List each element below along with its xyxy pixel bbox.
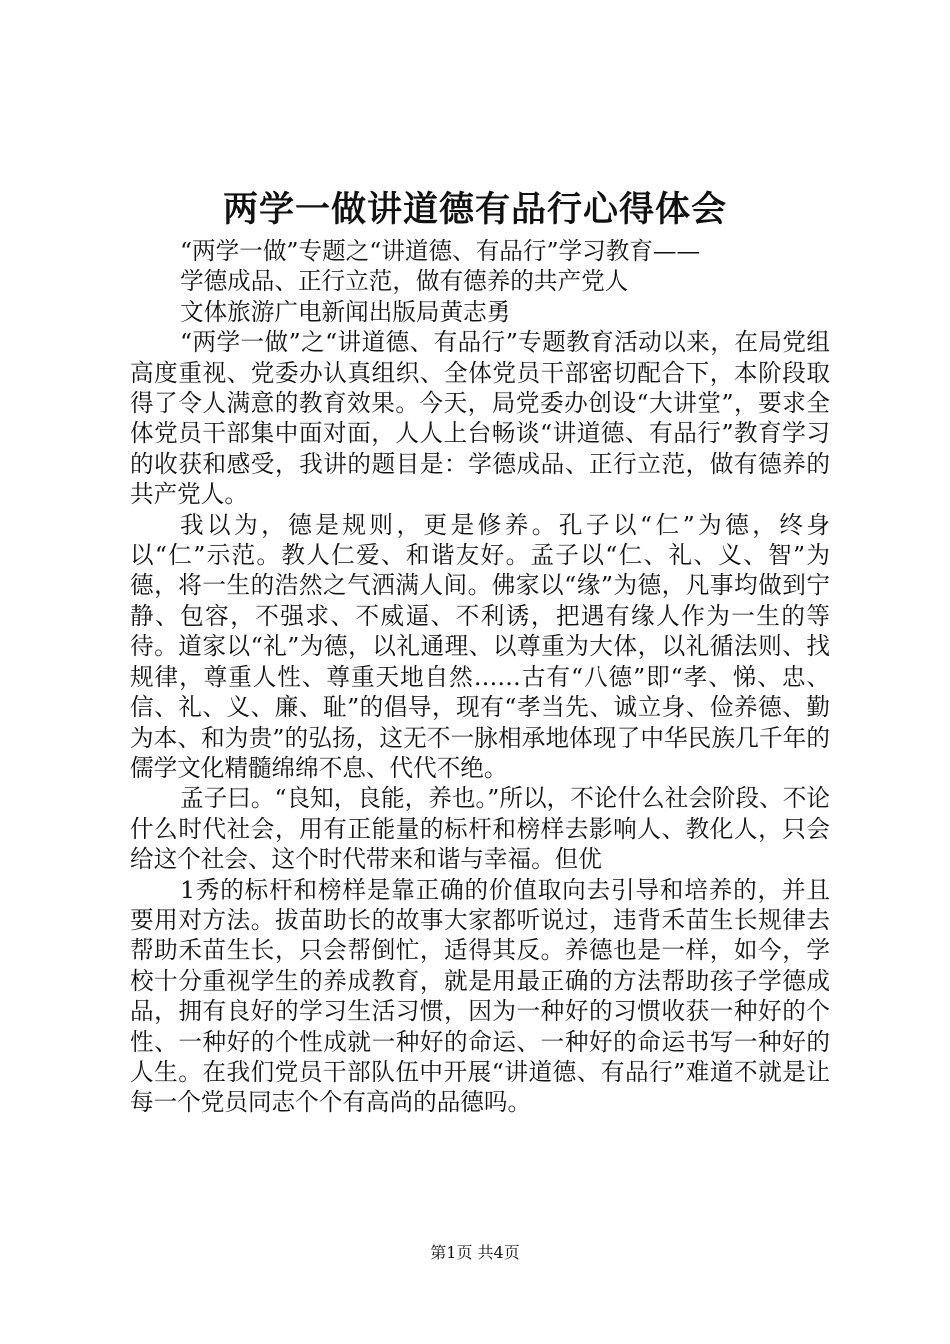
page-footer: 第1页 共4页 (430, 1243, 520, 1262)
paragraph-4: 1秀的标杆和榜样是靠正确的价值取向去引导和培养的，并且要用对方法。拔苗助长的故事大家都听说过，违背禾苗生长规律去帮助禾苗生长，只会帮倒忙，适得其反。养德也是一样，如今，学校十分重视学生的养成教育，就是用最正确的方法帮助孩子学德成品，拥有良好的学习生活习惯，因为一种好的习惯收获一种好的个性、一种好的个性成就一种好的命运、一种好的命运书写一种好的人生。在我们党员干部队伍中开展“讲道德、有品行”难道不就是让每一个党员同志个个有高尚的品德吗。 (130, 875, 830, 1117)
subtitle-line-1: “两学一做”专题之“讲道德、有品行”学习教育—— (180, 237, 701, 265)
paragraph-1: “两学一做”之“讲道德、有品行”专题教育活动以来，在局党组高度重视、党委办认真组织、全体党员干部密切配合下，本阶段取得了令人满意的教育效果。今天，局党委办创设“大讲堂”，要求全体党员干部集中面对面，人人上台畅谈“讲道德、有品行”教育学习的收获和感受，我讲的题目是：学德成品、正行立范，做有德养的共产党人。 (130, 328, 830, 509)
author-line: 文体旅游广电新闻出版局黄志勇 (180, 297, 511, 326)
subtitle-line-2: 学德成品、正行立范，做有德养的共产党人 (180, 267, 629, 296)
document-title: 两学一做讲道德有品行心得体会 (222, 189, 727, 230)
paragraph-2: 我以为，德是规则，更是修养。孔子以“仁”为德，终身以“仁”示范。教人仁爱、和谐友好。孟子以“仁、礼、义、智”为德，将一生的浩然之气洒满人间。佛家以“缘”为德，凡事均做到宁静、包容，不强求、不威逼、不利诱，把遇有缘人作为一生的等待。道家以“礼”为德，以礼通理、以尊重为大体，以礼循法则、找规律，尊重人性、尊重天地自然……古有“八德”即“孝、悌、忠、信、礼、义、廉、耻”的倡导，现有“孝当先、诚立身、俭养德、勤为本、和为贵”的弘扬，这无不一脉相承地体现了中华民族几千年的儒学文化精髓绵绵不息、代代不绝。 (130, 510, 830, 782)
document-body (130, 236, 830, 1118)
paragraph-3: 孟子曰。“良知，良能，养也。”所以，不论什么社会阶段、不论什么时代社会，用有正能量的标杆和榜样去影响人、教化人，只会给这个社会、这个时代带来和谐与幸福。但优 (130, 784, 830, 874)
